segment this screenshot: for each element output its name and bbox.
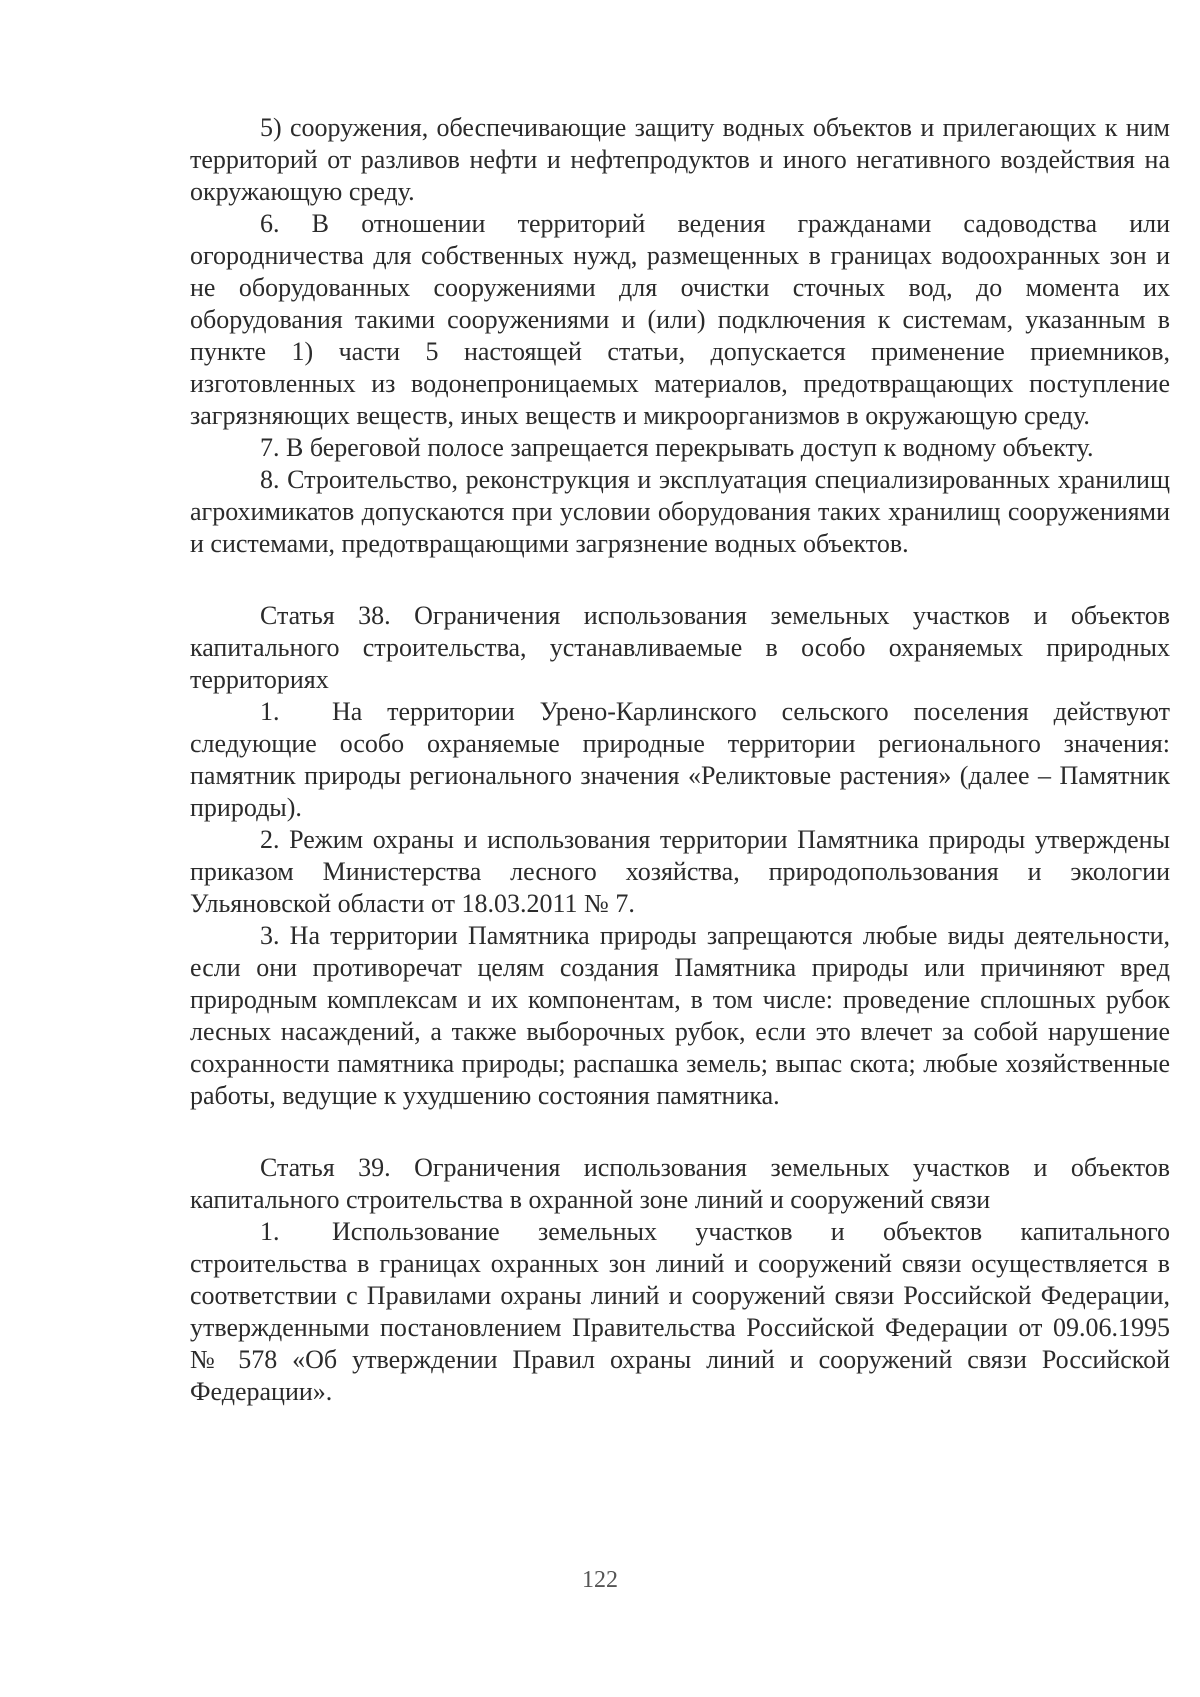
article-38-item-1 bbox=[190, 696, 1170, 824]
article-39-heading: Статья 39. Ограничения использования земельных участков и объектов капитального строительства в охранной зоне линий и сооружений связи bbox=[190, 1153, 1170, 1214]
article-38-item-1-text: На территории Урено-Карлинского сельского поселения действуют следующие особо охраняемые природные территории регионального значения: памятник природы регионального значения «Реликтовые растения» (далее – Памятник природы). bbox=[190, 697, 1170, 822]
article-38-item-2: 2. Режим охраны и использования территории Памятника природы утверждены приказом Министерства лесного хозяйства, природопользования и экологии Ульяновской области от 18.03.2011 № 7. bbox=[190, 825, 1170, 918]
paragraph-item-7: 7. В береговой полосе запрещается перекрывать доступ к водному объекту. bbox=[260, 433, 1094, 462]
paragraph-item-6: 6. В отношении территорий ведения гражданами садоводства или огородничества для собственных нужд, размещенных в границах водоохранных зон и не оборудованных сооружениями для очистки сточных вод, до момента их оборудования такими сооружениями и (или) подключения к системам, указанным в пункте 1) части 5 настоящей статьи, допускается применение приемников, изготовленных из водонепроницаемых материалов, предотвращающих поступление загрязняющих веществ, иных веществ и микроорганизмов в окружающую среду. bbox=[190, 209, 1170, 430]
page-number: 122 bbox=[582, 1567, 618, 1593]
article-38-item-1-number: 1. bbox=[260, 697, 280, 726]
article-38-item-3: 3. На территории Памятника природы запрещаются любые виды деятельности, если они противоречат целям создания Памятника природы или причиняют вред природным комплексам и их компонентам, в том числе: проведение сплошных рубок лесных насаждений, а также выборочных рубок, если это влечет за собой нарушение сохранности памятника природы; распашка земель; выпас скота; любые хозяйственные работы, ведущие к ухудшению состояния памятника. bbox=[190, 921, 1170, 1110]
article-39-item-1-text: Использование земельных участков и объектов капитального строительства в границах охранных зон линий и сооружений связи осуществляется в соответствии с Правилами охраны линий и сооружений связи Российской Федерации, утвержденными постановлением Правительства Российской Федерации от 09.06.1995 № 578 «Об утверждении Правил охраны линий и сооружений связи Российской Федерации». bbox=[190, 1217, 1170, 1406]
paragraph-item-8: 8. Строительство, реконструкция и эксплуатация специализированных хранилищ агрохимикатов допускаются при условии оборудования таких хранилищ сооружениями и системами, предотвращающими загрязнение водных объектов. bbox=[190, 465, 1170, 558]
paragraph-item-5: 5) сооружения, обеспечивающие защиту водных объектов и прилегающих к ним территорий от разливов нефти и нефтепродуктов и иного негативного воздействия на окружающую среду. bbox=[190, 113, 1170, 206]
article-39-item-1-number: 1. bbox=[260, 1217, 280, 1246]
article-39-item-1 bbox=[190, 1216, 1170, 1408]
article-38-heading: Статья 38. Ограничения использования земельных участков и объектов капитального строительства, устанавливаемые в особо охраняемых природных территориях bbox=[190, 601, 1170, 694]
document-body bbox=[190, 112, 1170, 1408]
